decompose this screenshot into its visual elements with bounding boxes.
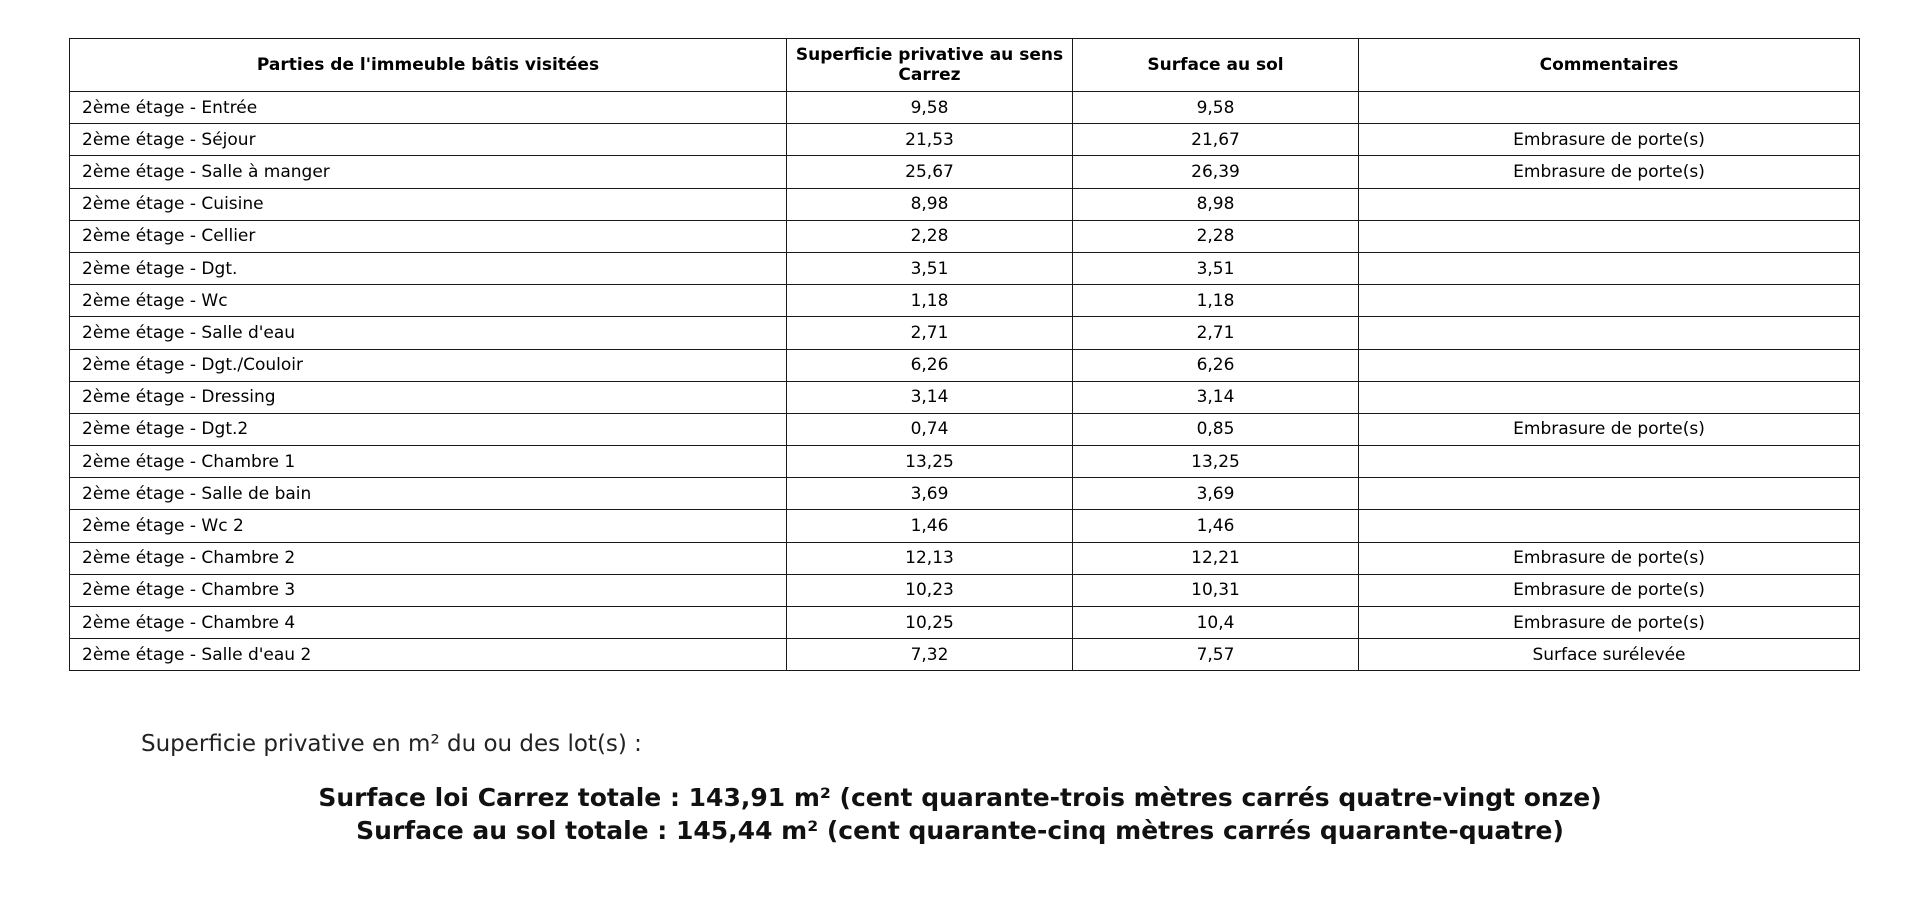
room-cell: 2ème étage - Dgt./Couloir [70,349,787,381]
header-parts: Parties de l'immeuble bâtis visitées [70,39,787,92]
room-cell: 2ème étage - Chambre 3 [70,574,787,606]
ground-cell: 6,26 [1073,349,1359,381]
table-row [70,510,1860,542]
comment-cell: Embrasure de porte(s) [1359,607,1860,639]
ground-cell: 1,46 [1073,510,1359,542]
carrez-cell: 1,18 [787,285,1073,317]
table-row [70,349,1860,381]
ground-cell: 1,18 [1073,285,1359,317]
comment-cell [1359,317,1860,349]
carrez-cell: 3,69 [787,478,1073,510]
comment-cell [1359,446,1860,478]
table-row [70,220,1860,252]
table-row [70,413,1860,445]
room-cell: 2ème étage - Chambre 2 [70,542,787,574]
comment-cell [1359,349,1860,381]
ground-cell: 7,57 [1073,639,1359,671]
ground-cell: 2,71 [1073,317,1359,349]
table-row [70,478,1860,510]
table-row [70,607,1860,639]
carrez-cell: 3,51 [787,252,1073,284]
room-cell: 2ème étage - Dressing [70,381,787,413]
comment-cell [1359,188,1860,220]
room-cell: 2ème étage - Cellier [70,220,787,252]
ground-cell: 0,85 [1073,413,1359,445]
table-row [70,639,1860,671]
table-row [70,574,1860,606]
table-row [70,446,1860,478]
carrez-cell: 2,28 [787,220,1073,252]
comment-cell: Surface surélevée [1359,639,1860,671]
room-cell: 2ème étage - Salle d'eau [70,317,787,349]
ground-cell: 3,14 [1073,381,1359,413]
ground-cell: 3,69 [1073,478,1359,510]
table-row [70,381,1860,413]
comment-cell: Embrasure de porte(s) [1359,542,1860,574]
ground-cell: 2,28 [1073,220,1359,252]
room-cell: 2ème étage - Wc 2 [70,510,787,542]
ground-cell: 9,58 [1073,92,1359,124]
comment-cell [1359,252,1860,284]
room-cell: 2ème étage - Cuisine [70,188,787,220]
comment-cell [1359,478,1860,510]
room-cell: 2ème étage - Entrée [70,92,787,124]
carrez-cell: 12,13 [787,542,1073,574]
carrez-cell: 21,53 [787,124,1073,156]
ground-cell: 10,31 [1073,574,1359,606]
carrez-cell: 1,46 [787,510,1073,542]
comment-cell [1359,92,1860,124]
carrez-cell: 9,58 [787,92,1073,124]
summary-intro: Superficie privative en m² du ou des lot(s) : [141,731,642,757]
table-row [70,124,1860,156]
comment-cell [1359,285,1860,317]
comment-cell: Embrasure de porte(s) [1359,574,1860,606]
carrez-cell: 2,71 [787,317,1073,349]
room-cell: 2ème étage - Salle à manger [70,156,787,188]
room-cell: 2ème étage - Salle d'eau 2 [70,639,787,671]
table-row [70,252,1860,284]
ground-total: Surface au sol totale : 145,44 m² (cent quarante-cinq mètres carrés quarante-quatre) [356,816,1564,845]
comment-cell: Embrasure de porte(s) [1359,124,1860,156]
comment-cell [1359,381,1860,413]
table-header-row [70,39,1860,92]
comment-cell [1359,220,1860,252]
ground-cell: 21,67 [1073,124,1359,156]
room-cell: 2ème étage - Séjour [70,124,787,156]
carrez-cell: 13,25 [787,446,1073,478]
comment-cell: Embrasure de porte(s) [1359,413,1860,445]
surface-table [69,38,1860,671]
ground-cell: 10,4 [1073,607,1359,639]
carrez-cell: 25,67 [787,156,1073,188]
carrez-cell: 8,98 [787,188,1073,220]
room-cell: 2ème étage - Chambre 4 [70,607,787,639]
table-row [70,542,1860,574]
header-carrez: Superficie privative au sens Carrez [787,39,1073,92]
table-row [70,317,1860,349]
table-row [70,156,1860,188]
carrez-cell: 0,74 [787,413,1073,445]
surface-table-container [69,38,1859,671]
room-cell: 2ème étage - Dgt.2 [70,413,787,445]
room-cell: 2ème étage - Dgt. [70,252,787,284]
ground-cell: 13,25 [1073,446,1359,478]
table-row [70,285,1860,317]
ground-cell: 26,39 [1073,156,1359,188]
carrez-cell: 7,32 [787,639,1073,671]
room-cell: 2ème étage - Salle de bain [70,478,787,510]
comment-cell: Embrasure de porte(s) [1359,156,1860,188]
header-comments: Commentaires [1359,39,1860,92]
header-ground: Surface au sol [1073,39,1359,92]
carrez-cell: 3,14 [787,381,1073,413]
carrez-cell: 6,26 [787,349,1073,381]
room-cell: 2ème étage - Wc [70,285,787,317]
comment-cell [1359,510,1860,542]
carrez-cell: 10,23 [787,574,1073,606]
ground-cell: 8,98 [1073,188,1359,220]
table-row [70,188,1860,220]
room-cell: 2ème étage - Chambre 1 [70,446,787,478]
carrez-total: Surface loi Carrez totale : 143,91 m² (cent quarante-trois mètres carrés quatre-vingt onze) [318,783,1602,812]
ground-cell: 3,51 [1073,252,1359,284]
carrez-cell: 10,25 [787,607,1073,639]
table-row [70,92,1860,124]
ground-cell: 12,21 [1073,542,1359,574]
